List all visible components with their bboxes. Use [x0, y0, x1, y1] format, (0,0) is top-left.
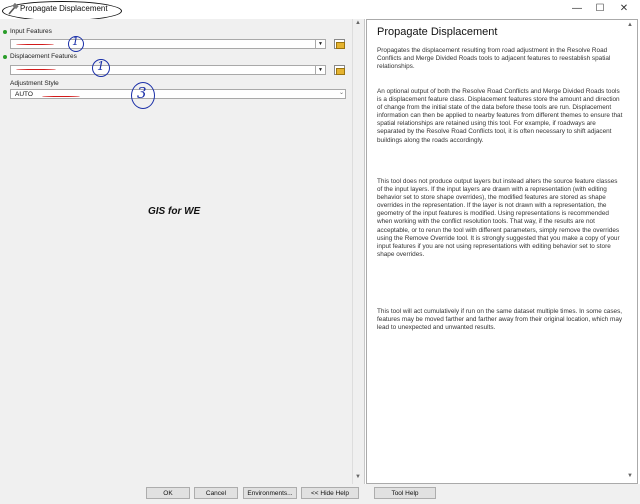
chevron-down-icon[interactable]: ▼ [315, 66, 325, 74]
adjustment-style-value: AUTO [15, 91, 33, 98]
cancel-button[interactable]: Cancel [194, 487, 238, 499]
input-features-browse-button[interactable] [334, 39, 345, 49]
annotation-number-1b: 1 [97, 59, 105, 73]
maximize-button[interactable]: ☐ [595, 3, 605, 14]
required-dot-icon [3, 30, 7, 34]
folder-icon [336, 68, 345, 75]
chevron-down-icon[interactable]: ⌄ [338, 90, 344, 96]
tool-help-button[interactable]: Tool Help [374, 487, 436, 499]
help-scrollbar[interactable] [626, 22, 635, 481]
parameters-panel [0, 19, 365, 484]
folder-icon [336, 42, 345, 49]
red-underline-2 [16, 69, 56, 70]
displacement-features-label: Displacement Features [10, 53, 77, 60]
window-title: Propagate Displacement [20, 4, 108, 13]
help-paragraph: An optional output of both the Resolve Road Conflicts and Merge Divided Roads tools is a displacement feature class. Displacement features store the amount and direction of change from the initial state of the data before these tools are run. Displacement information can then be applied to nearby features from different themes to ensure that spatial relationships are retained using this tool. For example, if roadways are separated by the Resolve Road Conflicts tool, it is often necessary to shift adjacent buildings along the roads accordingly. [377, 88, 623, 144]
minimize-button[interactable]: — [572, 3, 582, 14]
red-underline-1 [16, 44, 54, 45]
help-paragraph: Propagates the displacement resulting from road adjustment in the Resolve Road Conflicts and Merge Divided Roads tools to adjacent features to reestablish spatial relationships. [377, 47, 611, 71]
hammer-icon [7, 3, 19, 15]
scroll-down-icon[interactable]: ▼ [627, 473, 633, 479]
annotation-number-1a: 1 [72, 35, 79, 48]
displacement-features-browse-button[interactable] [334, 65, 345, 75]
environments-button[interactable]: Environments... [243, 487, 297, 499]
title-bar [0, 0, 640, 19]
hide-help-button[interactable]: << Hide Help [301, 487, 359, 499]
close-button[interactable]: ✕ [619, 3, 629, 14]
adjustment-style-label: Adjustment Style [10, 80, 59, 87]
input-features-field[interactable] [10, 39, 326, 49]
scroll-down-icon[interactable]: ▼ [355, 474, 361, 480]
parameters-scrollbar[interactable] [352, 19, 364, 484]
button-bar [0, 484, 640, 504]
scroll-up-icon[interactable]: ▲ [627, 22, 633, 28]
help-paragraph: This tool does not produce output layers but instead alters the source feature classes of the input layers. If the input layers are drawn with a representation (with editing behavior set to store shape overrides), the modified features are stored as shape overrides in the representation. If the layer is not drawn with a representation, the geometry of the input features is modified. Using representations is recommended when working with the conflict resolution tools. That way, if the results are not acceptable, or to rerun the tool with different parameters, simply remove the overrides using the Remove Override tool. It is strongly suggested that you make a copy of your input features if you are not using representations with editing behavior set to store shape overrides. [377, 178, 620, 258]
ok-button[interactable]: OK [146, 487, 190, 499]
help-paragraph: This tool will act cumulatively if run on the same dataset multiple times. In some cases, features may be moved farther and farther away from their original location, which may lead to unexpected and unwanted results. [377, 308, 623, 332]
input-features-label: Input Features [10, 28, 52, 35]
annotation-number-3: 3 [137, 84, 147, 102]
adjustment-style-select[interactable] [10, 89, 346, 99]
chevron-down-icon[interactable]: ▼ [315, 40, 325, 48]
watermark-text: GIS for WE [148, 206, 201, 217]
scroll-up-icon[interactable]: ▲ [355, 20, 361, 26]
help-panel [366, 19, 638, 484]
required-dot-icon [3, 55, 7, 59]
red-underline-3 [42, 96, 80, 97]
displacement-features-field[interactable] [10, 65, 326, 75]
help-title: Propagate Displacement [377, 26, 498, 38]
